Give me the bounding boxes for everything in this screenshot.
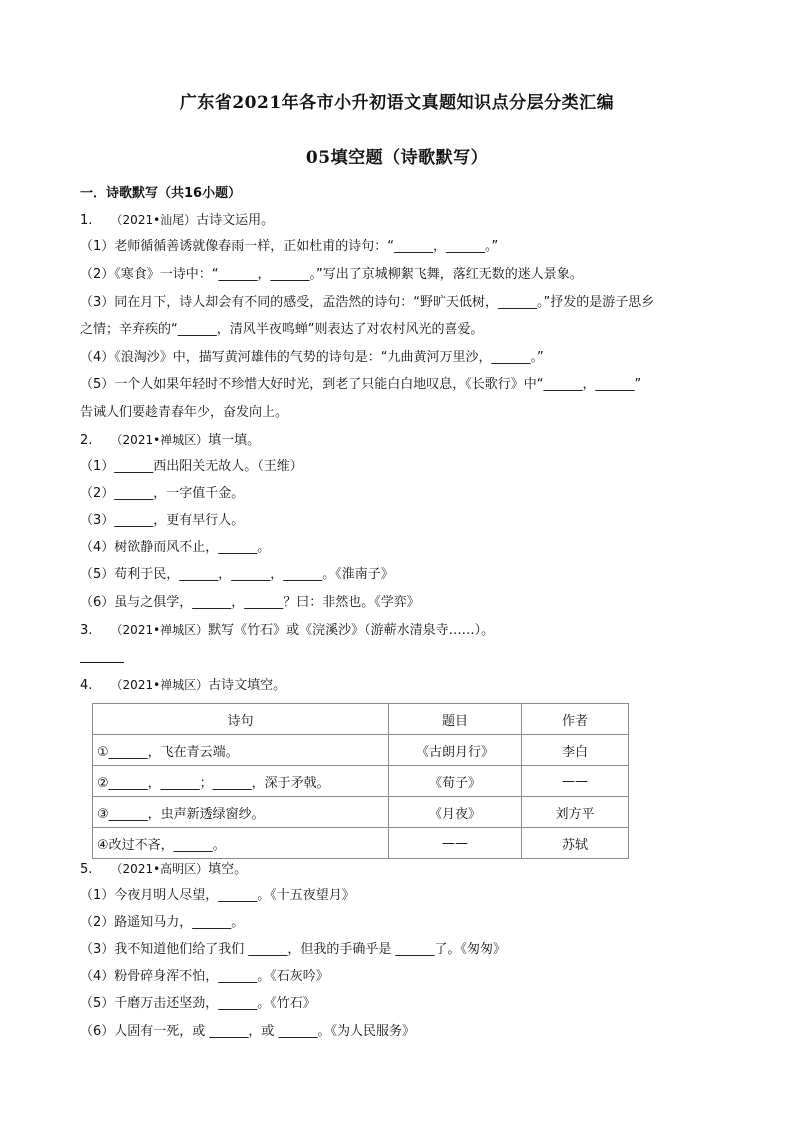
table-row [93,766,629,797]
document-subtitle: 05填空题（诗歌默写） [305,148,489,168]
question-number: 4. [80,678,93,693]
column-header-author: 作者 [522,704,629,735]
question-number: 3. [80,623,93,638]
verse-cell: ④改过不吝，______。 [93,828,389,859]
question-5-item: （6）人固有一死，或 ______，或 ______。《为人民服务》 [80,1024,416,1039]
question-number: 1. [80,213,93,228]
question-2-item: （1）______西出阳关无故人。（王维） [80,459,303,474]
question-2-item: （2）______，一字值千金。 [80,486,245,501]
verse-cell: ①______，飞在青云端。 [93,735,389,766]
question-stem: 古诗文运用。 [196,213,275,228]
author-cell: 苏轼 [522,828,629,859]
question-1-item: （2）《寒食》一诗中：“______，______。”写出了京城柳絮飞舞，落红无数的迷人景象。 [80,267,583,282]
question-1-item: 之情；辛弃疾的“______，清风半夜鸣蝉”则表达了对农村风光的喜爱。 [80,322,484,337]
question-2-item: （6）虽与之俱学，______，______？曰：非然也。《学弈》 [80,595,420,610]
question-source: （2021•禅城区） [110,678,209,692]
question-5-item: （3）我不知道他们给了我们 ______，但我的手确乎是 ______了。《匆匆》 [80,942,507,957]
title-cell: —— [389,828,522,859]
question-2-item: （4）树欲静而风不止，______。 [80,540,271,555]
verse-cell: ③______，虫声新透绿窗纱。 [93,797,389,828]
table-row [93,735,629,766]
question-source: （2021•禅城区） [110,623,209,637]
column-header-title: 题目 [389,704,522,735]
question-2-item: （5）苟利于民，______，______，______。《淮南子》 [80,567,394,582]
question-number: 2. [80,433,93,448]
column-header-verse: 诗句 [93,704,389,735]
question-1-item: （1）老师循循善诱就像春雨一样，正如杜甫的诗句：“______，______。” [80,239,499,254]
table-header-row [93,704,629,735]
poem-table [92,703,629,859]
table-row [93,828,629,859]
question-5-item: （1）今夜月明人尽望，______。《十五夜望月》 [80,888,355,903]
question-source: （2021•汕尾） [110,213,197,227]
author-cell: 刘方平 [522,797,629,828]
question-1-item: （4）《浪淘沙》中，描写黄河雄伟的气势的诗句是：“九曲黄河万里沙，______。” [80,350,544,365]
question-2-item: （3）______，更有早行人。 [80,513,245,528]
question-source: （2021•高明区） [110,862,209,876]
section-heading: 一．诗歌默写（共16小题） [80,186,242,201]
question-5-item: （5）千磨万击还坚劲，______。《竹石》 [80,996,316,1011]
author-cell: 李白 [522,735,629,766]
table-row [93,797,629,828]
question-5-header [80,861,247,878]
answer-blank [80,662,124,663]
title-cell: 《古朗月行》 [389,735,522,766]
question-3-header [80,622,494,639]
question-5-item: （4）粉骨碎身浑不怕，______。《石灰吟》 [80,969,329,984]
title-cell: 《月夜》 [389,797,522,828]
question-2-header [80,432,260,449]
question-1-item: （5）一个人如果年轻时不珍惜大好时光，到老了只能白白地叹息，《长歌行》中“______，______” [80,377,642,392]
question-1-item: （3）同在月下，诗人却会有不同的感受，孟浩然的诗句：“野旷天低树，______。”抒发的是游子思乡 [80,295,655,310]
question-1-item: 告诫人们要趁青春年少，奋发向上。 [80,405,289,420]
author-cell: —— [522,766,629,797]
question-5-item: （2）路遥知马力，______。 [80,915,245,930]
question-stem: 填一填。 [208,433,261,448]
question-stem: 古诗文填空。 [208,678,287,693]
question-stem: 默写《竹石》或《浣溪沙》（游蕲水清泉寺……）。 [208,623,495,638]
question-number: 5. [80,862,93,877]
question-1-header [80,212,274,229]
document-title: 广东省2021年各市小升初语文真题知识点分层分类汇编 [179,93,615,113]
question-source: （2021•禅城区） [110,433,209,447]
question-stem: 填空。 [208,862,248,877]
verse-cell: ②______，______；______，深于矛戟。 [93,766,389,797]
question-4-header [80,677,286,694]
title-cell: 《荀子》 [389,766,522,797]
